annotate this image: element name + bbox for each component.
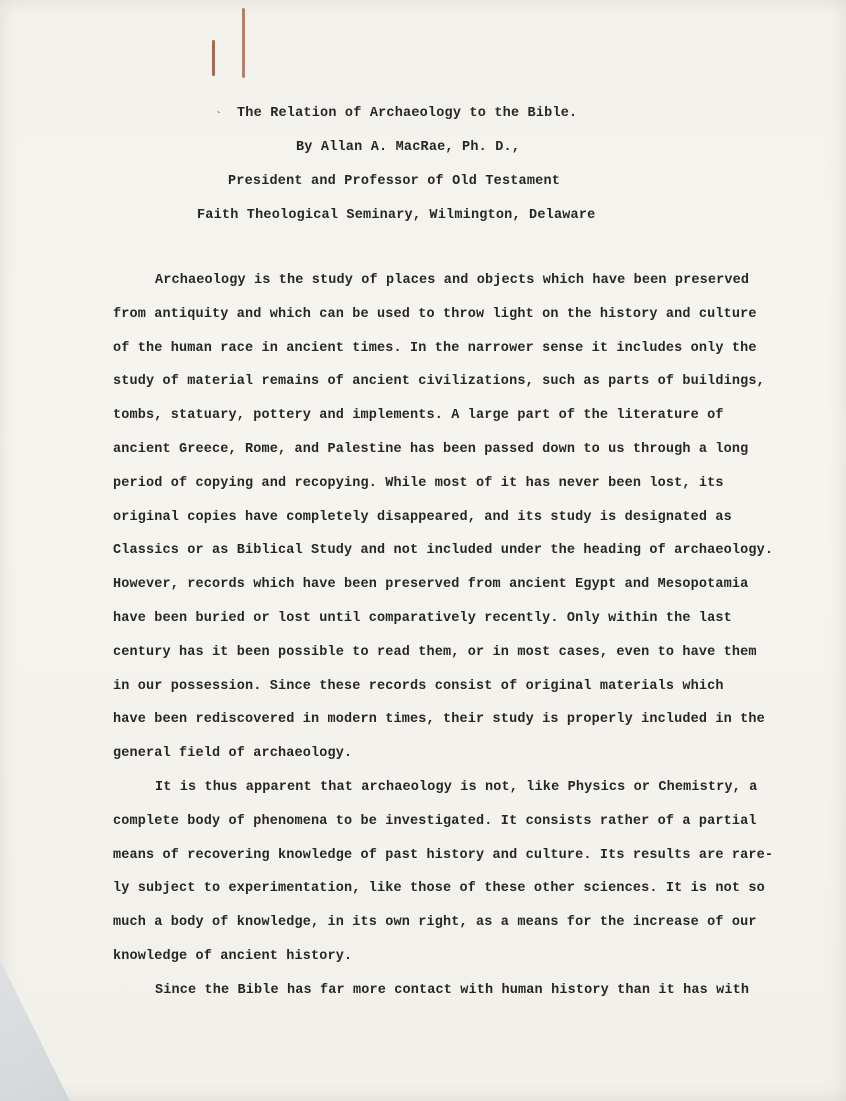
- document-title: The Relation of Archaeology to the Bible.: [237, 106, 578, 121]
- text-line: However, records which have been preserved from ancient Egypt and Mesopotamia: [113, 577, 749, 593]
- text-line: century has it been possible to read them, or in most cases, even to have them: [113, 644, 757, 660]
- text-line: ancient Greece, Rome, and Palestine has been passed down to us through a long: [113, 441, 749, 457]
- text-line: have been rediscovered in modern times, their study is properly included in the: [113, 712, 765, 728]
- text-line: Classics or as Biblical Study and not included under the heading of archaeology.: [113, 543, 774, 559]
- text-line: It is thus apparent that archaeology is not, like Physics or Chemistry, a: [155, 779, 758, 795]
- text-line: study of material remains of ancient civilizations, such as parts of buildings,: [113, 374, 765, 390]
- text-line: much a body of knowledge, in its own right, as a means for the increase of our: [113, 915, 757, 931]
- author-position: President and Professor of Old Testament: [228, 174, 561, 189]
- text-line: complete body of phenomena to be investigated. It consists rather of a partial: [113, 813, 757, 829]
- text-line: tombs, statuary, pottery and implements. A large part of the literature of: [113, 408, 724, 424]
- text-line: of the human race in ancient times. In the narrower sense it includes only the: [113, 340, 757, 356]
- text-line: general field of archaeology.: [113, 746, 353, 762]
- pencil-mark: `: [215, 110, 223, 124]
- text-line: in our possession. Since these records consist of original materials which: [113, 678, 724, 694]
- text-line: have been buried or lost until comparatively recently. Only within the last: [113, 610, 732, 626]
- text-line: means of recovering knowledge of past history and culture. Its results are rare-: [113, 847, 774, 863]
- staple-rust-mark: [242, 8, 245, 78]
- text-line: period of copying and recopying. While most of it has never been lost, its: [113, 475, 724, 491]
- text-line: knowledge of ancient history.: [113, 948, 353, 964]
- text-line: ly subject to experimentation, like those of these other sciences. It is not so: [113, 881, 765, 897]
- folded-corner: [0, 960, 70, 1101]
- author-line: By Allan A. MacRae, Ph. D.,: [296, 140, 521, 155]
- body-text: [113, 272, 783, 1016]
- text-line: Archaeology is the study of places and objects which have been preserved: [155, 273, 750, 288]
- text-line: original copies have completely disappeared, and its study is designated as: [113, 509, 732, 525]
- staple-rust-mark: [212, 40, 215, 76]
- text-line: from antiquity and which can be used to throw light on the history and culture: [113, 306, 757, 322]
- text-line: Since the Bible has far more contact with human history than it has with: [155, 982, 750, 998]
- institution-line: Faith Theological Seminary, Wilmington, Delaware: [197, 208, 596, 223]
